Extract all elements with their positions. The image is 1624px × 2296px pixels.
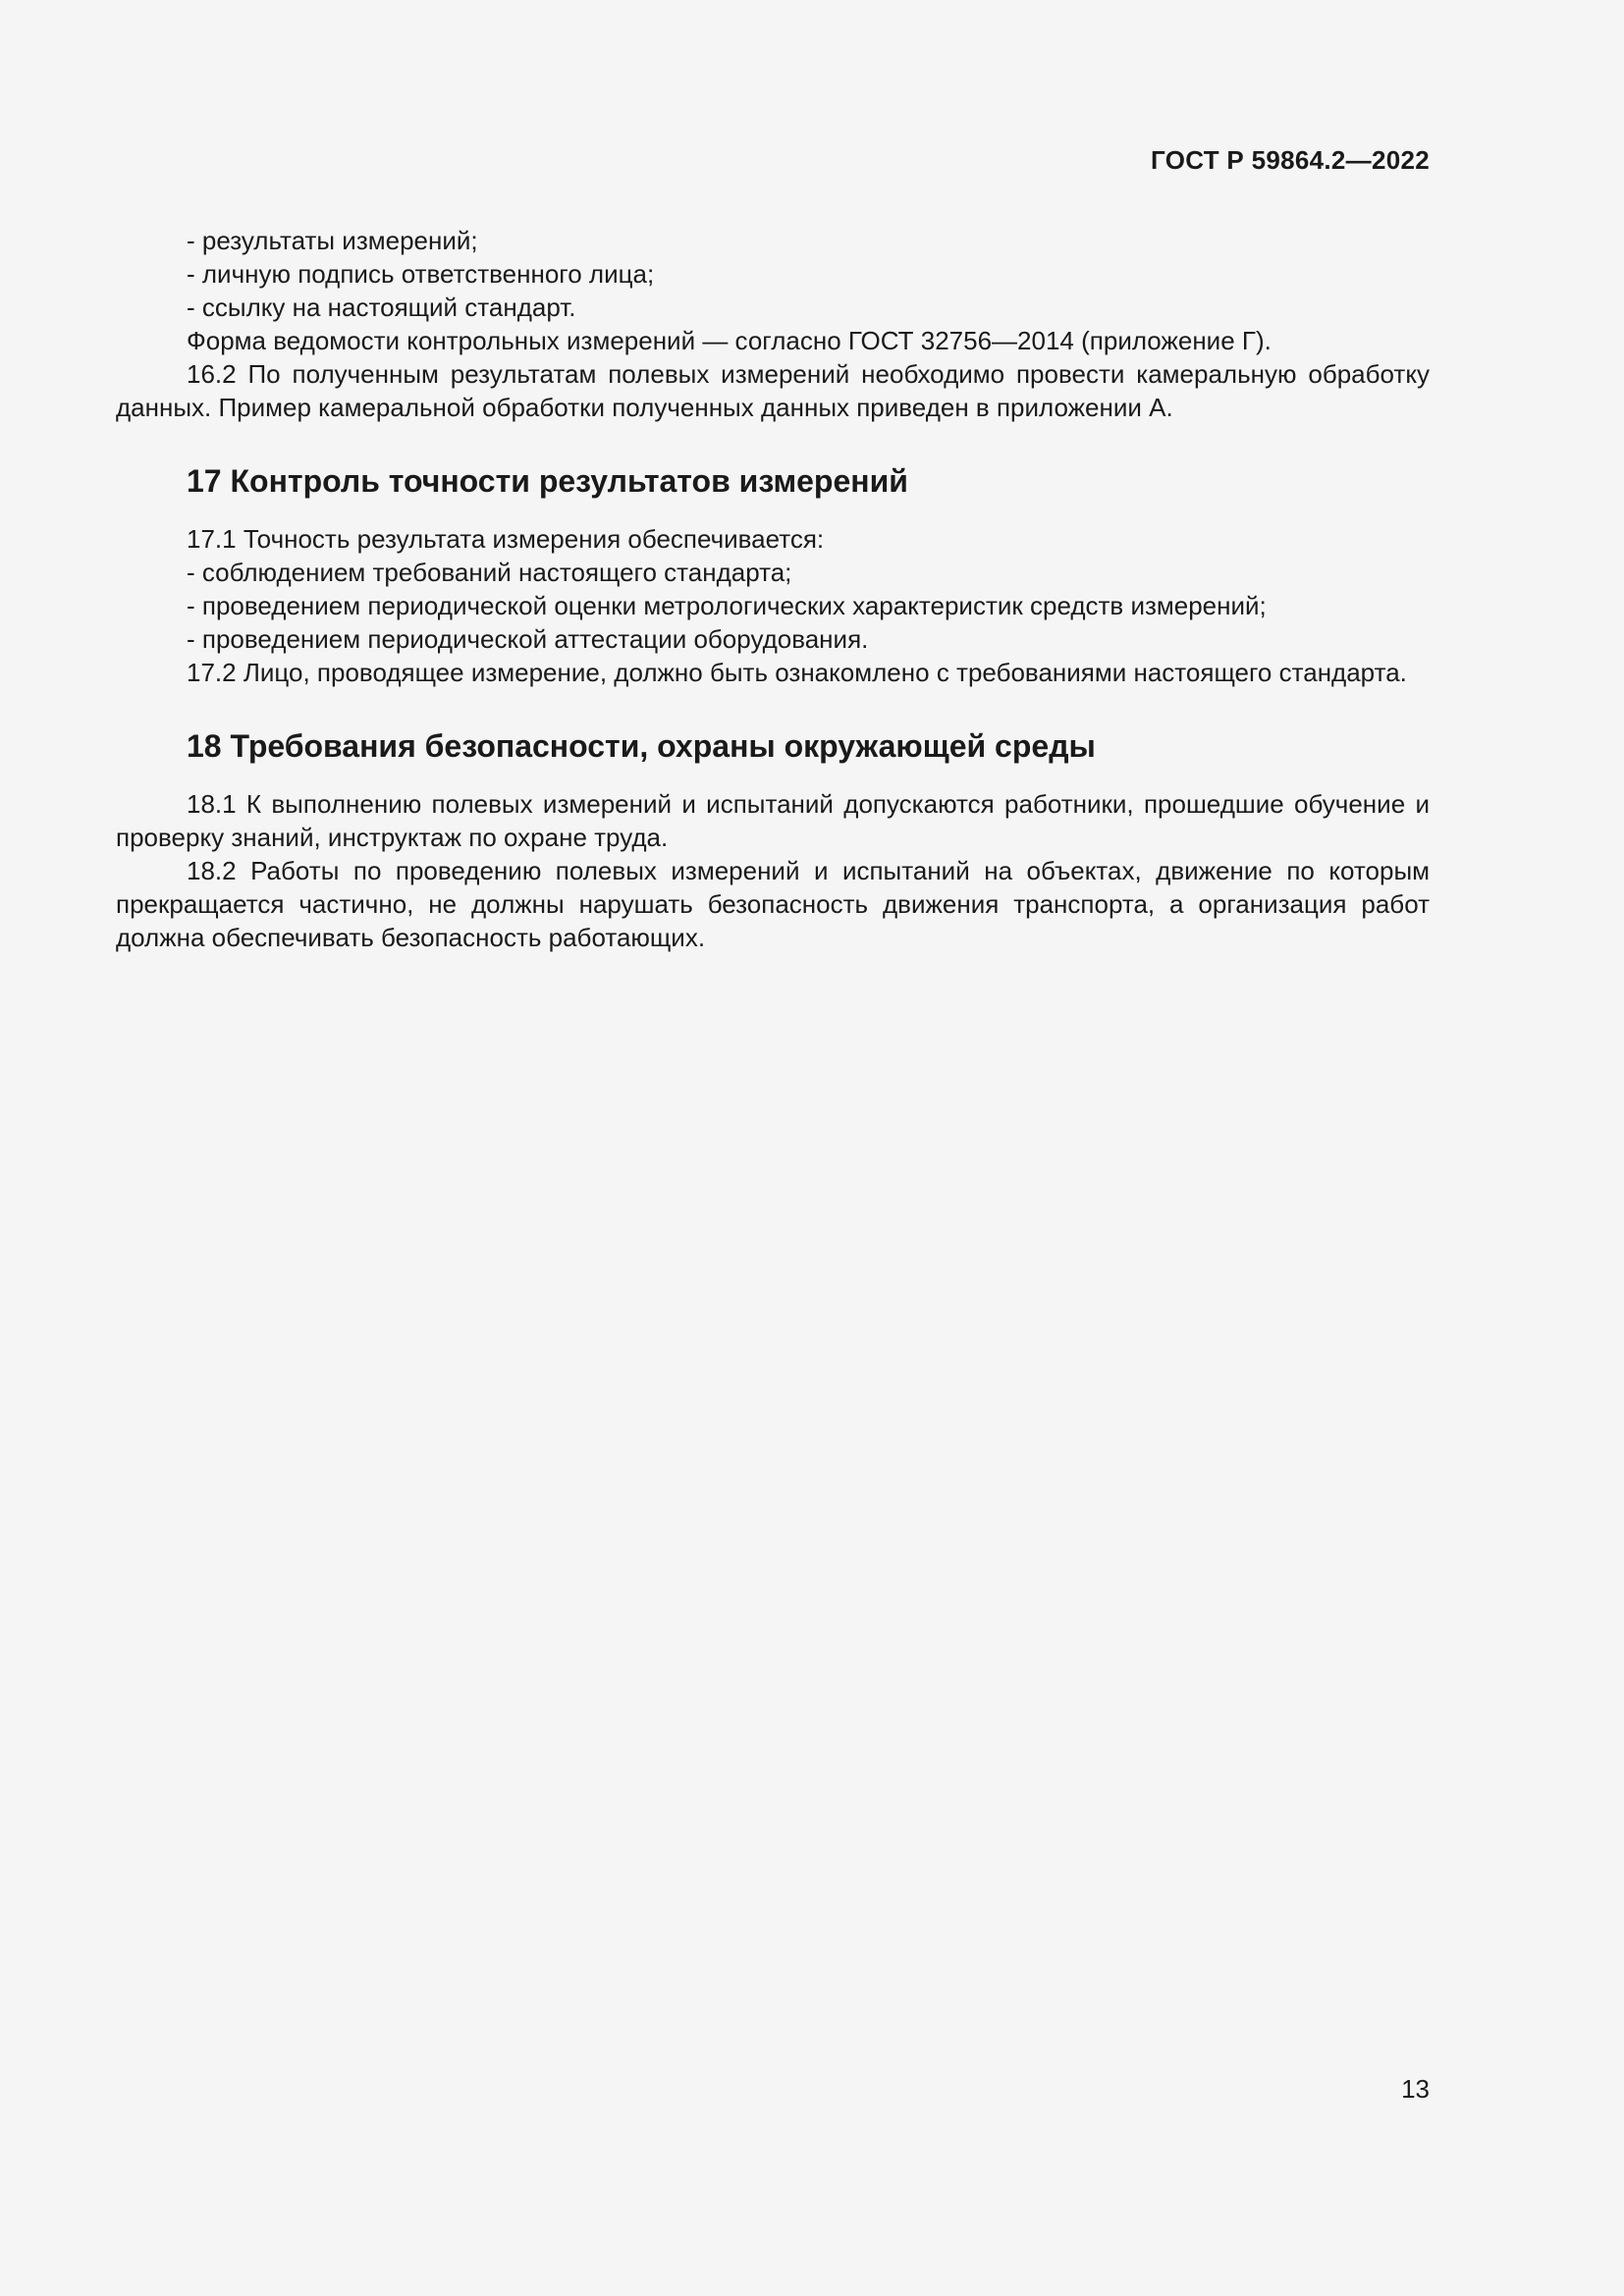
paragraph-18-2: 18.2 Работы по проведению полевых измерений и испытаний на объектах, движение по которым прекращается частично, не должны нарушать безопасность движения транспорта, а организация работ должна обеспечивать безопасность работающих. [116,856,1430,952]
form-note-paragraph: Форма ведомости контрольных измерений — согласно ГОСТ 32756—2014 (приложение Г). [187,326,1272,355]
list-item: - проведением периодической аттестации оборудования. [187,624,869,654]
document-code: ГОСТ Р 59864.2—2022 [1151,145,1430,175]
paragraph-16-2: 16.2 По полученным результатам полевых измерений необходимо провести камеральную обработку данных. Пример камеральной обработки полученных данных приведен в приложении А. [116,359,1430,422]
page-number: 13 [1401,2074,1430,2104]
list-item: - личную подпись ответственного лица; [187,259,655,289]
paragraph-17-2: 17.2 Лицо, проводящее измерение, должно быть ознакомлено с требованиями настоящего стандарта. [187,658,1407,687]
list-item: - проведением периодической оценки метрологических характеристик средств измерений; [187,591,1267,620]
paragraph-18-1: 18.1 К выполнению полевых измерений и испытаний допускаются работники, прошедшие обучение и проверку знаний, инструктаж по охране труда. [116,789,1430,852]
section-18-heading: 18 Требования безопасности, охраны окружающей среды [187,728,1096,764]
list-item: - результаты измерений; [187,226,478,255]
paragraph-17-1: 17.1 Точность результата измерения обеспечивается: [187,524,825,554]
section-17-heading: 17 Контроль точности результатов измерений [187,463,908,499]
page-content [116,224,1430,954]
list-item: - соблюдением требований настоящего стандарта; [187,558,792,587]
list-item: - ссылку на настоящий стандарт. [187,293,576,322]
